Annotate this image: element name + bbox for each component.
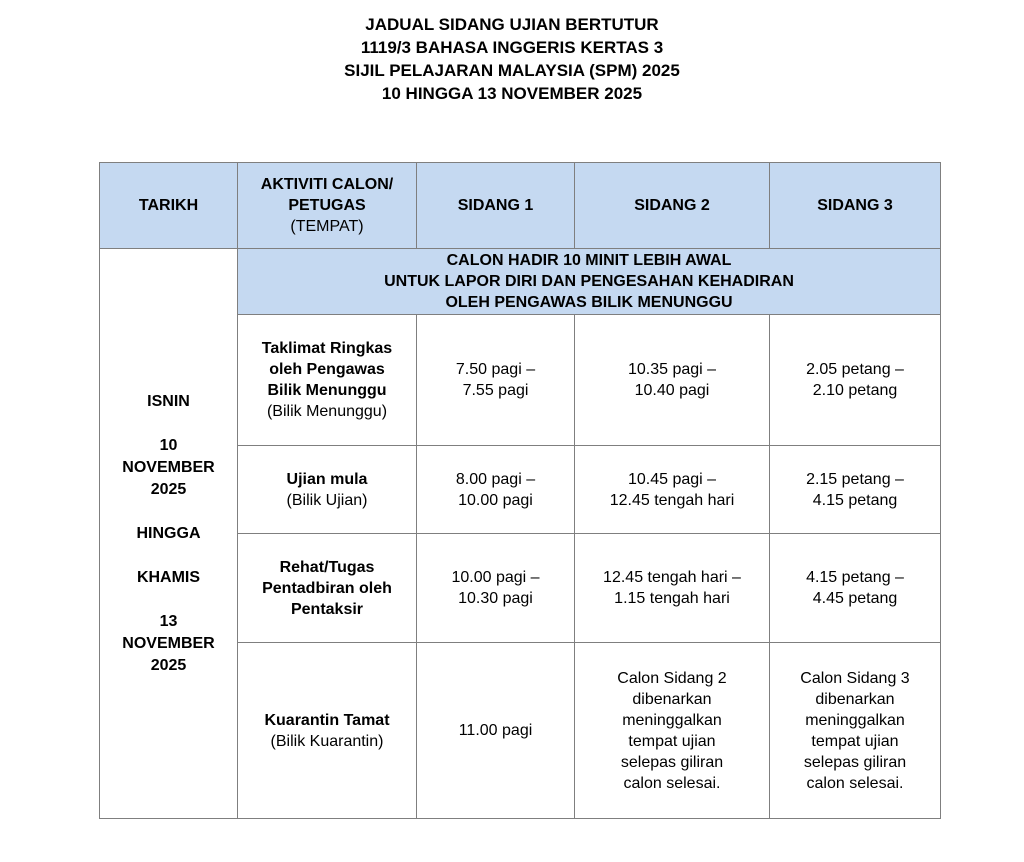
activity-line: Pentadbiran oleh — [262, 579, 392, 597]
title-line-3: SIJIL PELAJARAN MALAYSIA (SPM) 2025 — [344, 61, 680, 80]
activity-place: (Bilik Menunggu) — [266, 403, 388, 420]
activity-place: (Bilik Kuarantin) — [270, 732, 384, 750]
note-line: calon selesai. — [623, 774, 721, 792]
date-day-end: KHAMIS — [136, 568, 201, 586]
header-aktiviti-line2: PETUGAS — [288, 197, 366, 214]
header-aktiviti-place: (TEMPAT) — [290, 218, 364, 235]
date-start-year: 2025 — [150, 480, 187, 498]
time-line: 1.15 tengah hari — [614, 590, 730, 607]
sidang-1-time — [417, 315, 575, 446]
note-line: Calon Sidang 3 — [800, 669, 910, 687]
date-end-month: NOVEMBER — [122, 634, 215, 652]
header-sidang-1 — [417, 163, 575, 249]
document-title — [0, 13, 1024, 105]
time-line: 10.00 pagi – — [451, 569, 540, 586]
header-sidang-1-text: SIDANG 1 — [457, 197, 534, 214]
time-line: 11.00 pagi — [458, 722, 533, 739]
note-line: dibenarkan — [815, 690, 895, 708]
notice-line-1: CALON HADIR 10 MINIT LEBIH AWAL — [446, 252, 732, 269]
activity-line: oleh Pengawas — [269, 361, 385, 378]
time-line: 7.55 pagi — [462, 382, 529, 399]
activity-line: Pentaksir — [290, 600, 364, 618]
time-line: 10.00 pagi — [458, 491, 533, 509]
header-tarikh — [100, 163, 238, 249]
sidang-2-note — [575, 643, 770, 819]
header-aktiviti-line1: AKTIVITI CALON/ — [260, 176, 394, 193]
note-line: tempat ujian — [628, 732, 716, 750]
title-line-1: JADUAL SIDANG UJIAN BERTUTUR — [365, 15, 659, 34]
date-day-start: ISNIN — [147, 392, 190, 410]
date-start-month: NOVEMBER — [122, 458, 215, 476]
sidang-2-time — [575, 534, 770, 643]
activity-cell — [238, 446, 417, 534]
date-hingga: HINGGA — [136, 524, 201, 542]
note-line: calon selesai. — [806, 774, 904, 792]
header-sidang-2-text: SIDANG 2 — [634, 197, 710, 214]
time-line: 8.00 pagi – — [455, 470, 536, 488]
time-line: 12.45 tengah hari – — [603, 569, 741, 586]
time-line: 4.15 petang — [812, 491, 898, 509]
time-line: 10.40 pagi — [634, 382, 710, 399]
sidang-1-time — [417, 643, 575, 819]
date-end-year: 2025 — [150, 656, 187, 674]
time-line: 10.45 pagi – — [627, 470, 717, 488]
time-line: 4.45 petang — [812, 590, 898, 607]
time-line: 10.30 pagi — [458, 590, 533, 607]
sidang-3-time — [770, 446, 941, 534]
sidang-3-note — [770, 643, 941, 819]
note-line: meninggalkan — [805, 711, 905, 729]
activity-line: Bilik Menunggu — [267, 382, 387, 399]
date-start-day: 10 — [159, 436, 178, 454]
note-line: dibenarkan — [632, 690, 712, 708]
note-line: meninggalkan — [622, 711, 722, 729]
activity-place: (Bilik Ujian) — [286, 491, 368, 509]
note-line: Calon Sidang 2 — [617, 669, 727, 687]
date-range-cell — [100, 249, 238, 819]
sidang-3-time — [770, 315, 941, 446]
sidang-1-time — [417, 446, 575, 534]
title-line-2: 1119/3 BAHASA INGGERIS KERTAS 3 — [360, 38, 664, 57]
date-end-day: 13 — [159, 612, 178, 630]
notice-line-2: UNTUK LAPOR DIRI DAN PENGESAHAN KEHADIRAN — [384, 273, 794, 290]
time-line: 2.05 petang – — [806, 361, 904, 378]
sidang-1-time — [417, 534, 575, 643]
title-line-4: 10 HINGGA 13 NOVEMBER 2025 — [381, 84, 643, 103]
header-sidang-2 — [575, 163, 770, 249]
header-sidang-3 — [770, 163, 941, 249]
notice-line-3: OLEH PENGAWAS BILIK MENUNGGU — [445, 294, 733, 311]
schedule-table — [99, 162, 941, 819]
note-line: selepas giliran — [620, 753, 724, 771]
time-line: 12.45 tengah hari — [609, 491, 735, 509]
activity-cell — [238, 534, 417, 643]
time-line: 7.50 pagi – — [455, 361, 536, 378]
header-sidang-3-text: SIDANG 3 — [817, 197, 893, 214]
note-line: selepas giliran — [803, 753, 907, 771]
arrival-notice — [238, 249, 941, 315]
sidang-2-time — [575, 446, 770, 534]
activity-line: Taklimat Ringkas — [261, 340, 393, 357]
activity-line: Ujian mula — [286, 470, 368, 488]
sidang-2-time — [575, 315, 770, 446]
time-line: 2.15 petang – — [806, 470, 904, 488]
activity-cell — [238, 315, 417, 446]
header-aktiviti — [238, 163, 417, 249]
header-tarikh-text: TARIKH — [138, 197, 199, 214]
time-line: 10.35 pagi – — [627, 361, 717, 378]
activity-line: Rehat/Tugas — [279, 558, 375, 576]
time-line: 4.15 petang – — [806, 569, 904, 586]
sidang-3-time — [770, 534, 941, 643]
activity-line: Kuarantin Tamat — [264, 711, 390, 729]
note-line: tempat ujian — [811, 732, 899, 750]
activity-cell — [238, 643, 417, 819]
time-line: 2.10 petang — [812, 382, 898, 399]
